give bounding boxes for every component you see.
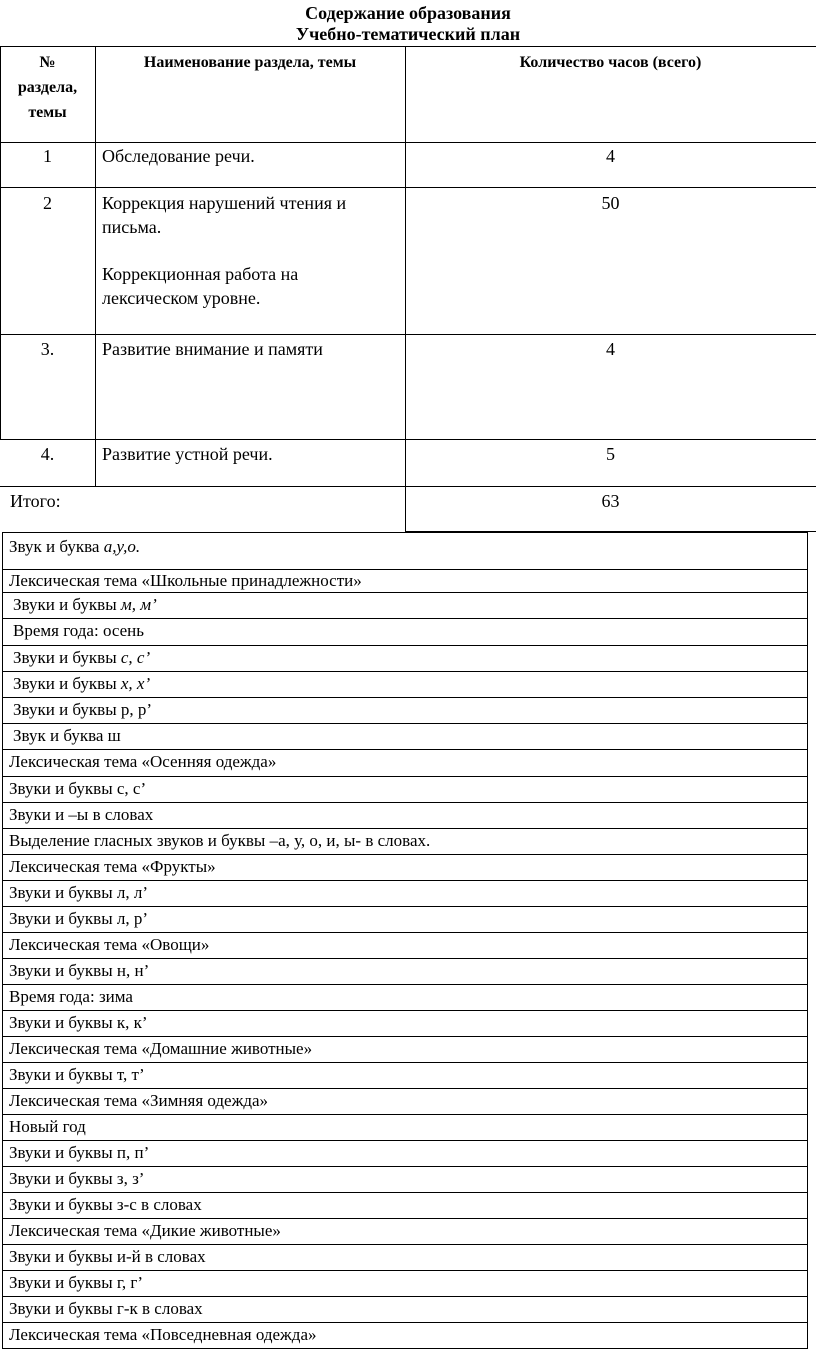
topic-letters: м, м’	[120, 595, 157, 614]
topic-text: Звуки и буквы к, к’	[9, 1013, 148, 1032]
row-number: 2	[43, 193, 52, 213]
topic-text: Звуки и буквы г-к в словах	[9, 1299, 203, 1318]
table-col-divider	[95, 46, 96, 486]
table-divider	[0, 439, 816, 440]
topic-text: Звуки и буквы с, с’	[9, 779, 147, 798]
topic-text: Звуки и буквы	[13, 648, 121, 667]
table-divider	[0, 334, 816, 335]
topic-row	[3, 1192, 807, 1218]
topic-row	[3, 671, 807, 697]
topic-row	[3, 828, 807, 854]
topic-text: Звук и буква	[9, 537, 104, 556]
topic-row	[3, 984, 807, 1010]
col-header-name: Наименование раздела, темы	[143, 54, 357, 71]
topic-text: Звуки и буквы з, з’	[9, 1169, 145, 1188]
topic-text: Звуки и буквы и-й в словах	[9, 1247, 206, 1266]
topic-text: Время года: зима	[9, 987, 133, 1006]
table-divider	[0, 187, 816, 188]
topic-text: Звуки и буквы	[13, 595, 121, 614]
topic-row	[3, 645, 807, 671]
topic-row	[3, 1140, 807, 1166]
topic-row	[3, 932, 807, 958]
topic-text: Звуки и буквы н, н’	[9, 961, 150, 980]
topic-row	[3, 618, 807, 645]
topic-text: Звуки и буквы	[13, 674, 121, 693]
table-divider	[0, 142, 816, 143]
table-border-top	[0, 46, 816, 47]
topic-list	[2, 532, 808, 1349]
topic-row	[3, 723, 807, 749]
topic-row	[3, 1322, 807, 1348]
topic-text: Звуки и буквы р, р’	[13, 700, 153, 719]
topic-row	[3, 1114, 807, 1140]
topic-row	[3, 1218, 807, 1244]
topic-text: Звук и буква ш	[13, 726, 121, 745]
topic-row	[3, 776, 807, 802]
plan-table	[0, 46, 816, 532]
topic-text: Лексическая тема «Фрукты»	[9, 857, 216, 876]
row-number: 4.	[40, 444, 55, 464]
topic-row	[3, 802, 807, 828]
topic-text: Звуки и буквы л, л’	[9, 883, 149, 902]
topic-letters: с, с’	[120, 648, 151, 667]
topic-text: Новый год	[9, 1117, 86, 1136]
topic-row	[3, 854, 807, 880]
topic-row	[3, 1296, 807, 1322]
topic-text: Лексическая тема «Овощи»	[9, 935, 210, 954]
row-name: Развитие устной речи.	[102, 444, 273, 464]
topic-row	[3, 906, 807, 932]
topic-row	[3, 1036, 807, 1062]
topic-row	[3, 569, 807, 592]
row-hours: 50	[601, 193, 620, 213]
topic-text: Звуки и –ы в словах	[9, 805, 154, 824]
row-number: 1	[43, 146, 52, 166]
total-hours: 63	[601, 491, 620, 511]
row-hours: 5	[606, 444, 615, 464]
topic-row	[3, 1166, 807, 1192]
document-title: Содержание образования	[305, 3, 511, 23]
topic-row	[3, 697, 807, 723]
topic-letters: х, х’	[120, 674, 151, 693]
topic-text: Лексическая тема «Школьные принадлежности»	[9, 571, 362, 590]
topic-row	[3, 880, 807, 906]
topic-row	[3, 958, 807, 984]
topic-text: Звуки и буквы п, п’	[9, 1143, 150, 1162]
topic-text: Звуки и буквы г, г’	[9, 1273, 144, 1292]
topic-row	[3, 749, 807, 776]
topic-row	[3, 532, 807, 569]
topic-text: Лексическая тема «Зимняя одежда»	[9, 1091, 269, 1110]
topic-text: Лексическая тема «Повседневная одежда»	[9, 1325, 317, 1344]
row-number: 3.	[40, 339, 55, 359]
row-name: Обследование речи.	[102, 146, 255, 166]
topic-text: Лексическая тема «Осенняя одежда»	[9, 752, 277, 771]
topic-text: Лексическая тема «Домашние животные»	[9, 1039, 313, 1058]
topic-row	[3, 1010, 807, 1036]
document-subtitle: Учебно-тематический план	[295, 24, 521, 44]
topic-text: Время года: осень	[13, 621, 145, 640]
topic-row	[3, 1088, 807, 1114]
topic-text: Звуки и буквы з-с в словах	[9, 1195, 202, 1214]
row-name: Коррекция нарушений чтения и письма. Коррекционная работа на лексическом уровне.	[102, 193, 347, 308]
row-hours: 4	[606, 339, 615, 359]
col-header-number: № раздела, темы	[17, 54, 78, 121]
topic-text: Звуки и буквы т, т’	[9, 1065, 145, 1084]
total-label: Итого:	[10, 491, 61, 511]
topic-text: Выделение гласных звуков и буквы –а, у, о, и, ы- в словах.	[9, 831, 431, 850]
topic-text: Звуки и буквы л, р’	[9, 909, 149, 928]
row-name: Развитие внимание и памяти	[102, 339, 323, 359]
topic-row	[3, 1244, 807, 1270]
row-hours: 4	[606, 146, 615, 166]
topic-letters: а,у,о.	[103, 537, 141, 556]
topic-row	[3, 592, 807, 618]
col-header-hours: Количество часов (всего)	[519, 54, 702, 71]
topic-row	[3, 1062, 807, 1088]
topic-text: Лексическая тема «Дикие животные»	[9, 1221, 281, 1240]
table-divider	[0, 486, 816, 487]
topic-row	[3, 1270, 807, 1296]
